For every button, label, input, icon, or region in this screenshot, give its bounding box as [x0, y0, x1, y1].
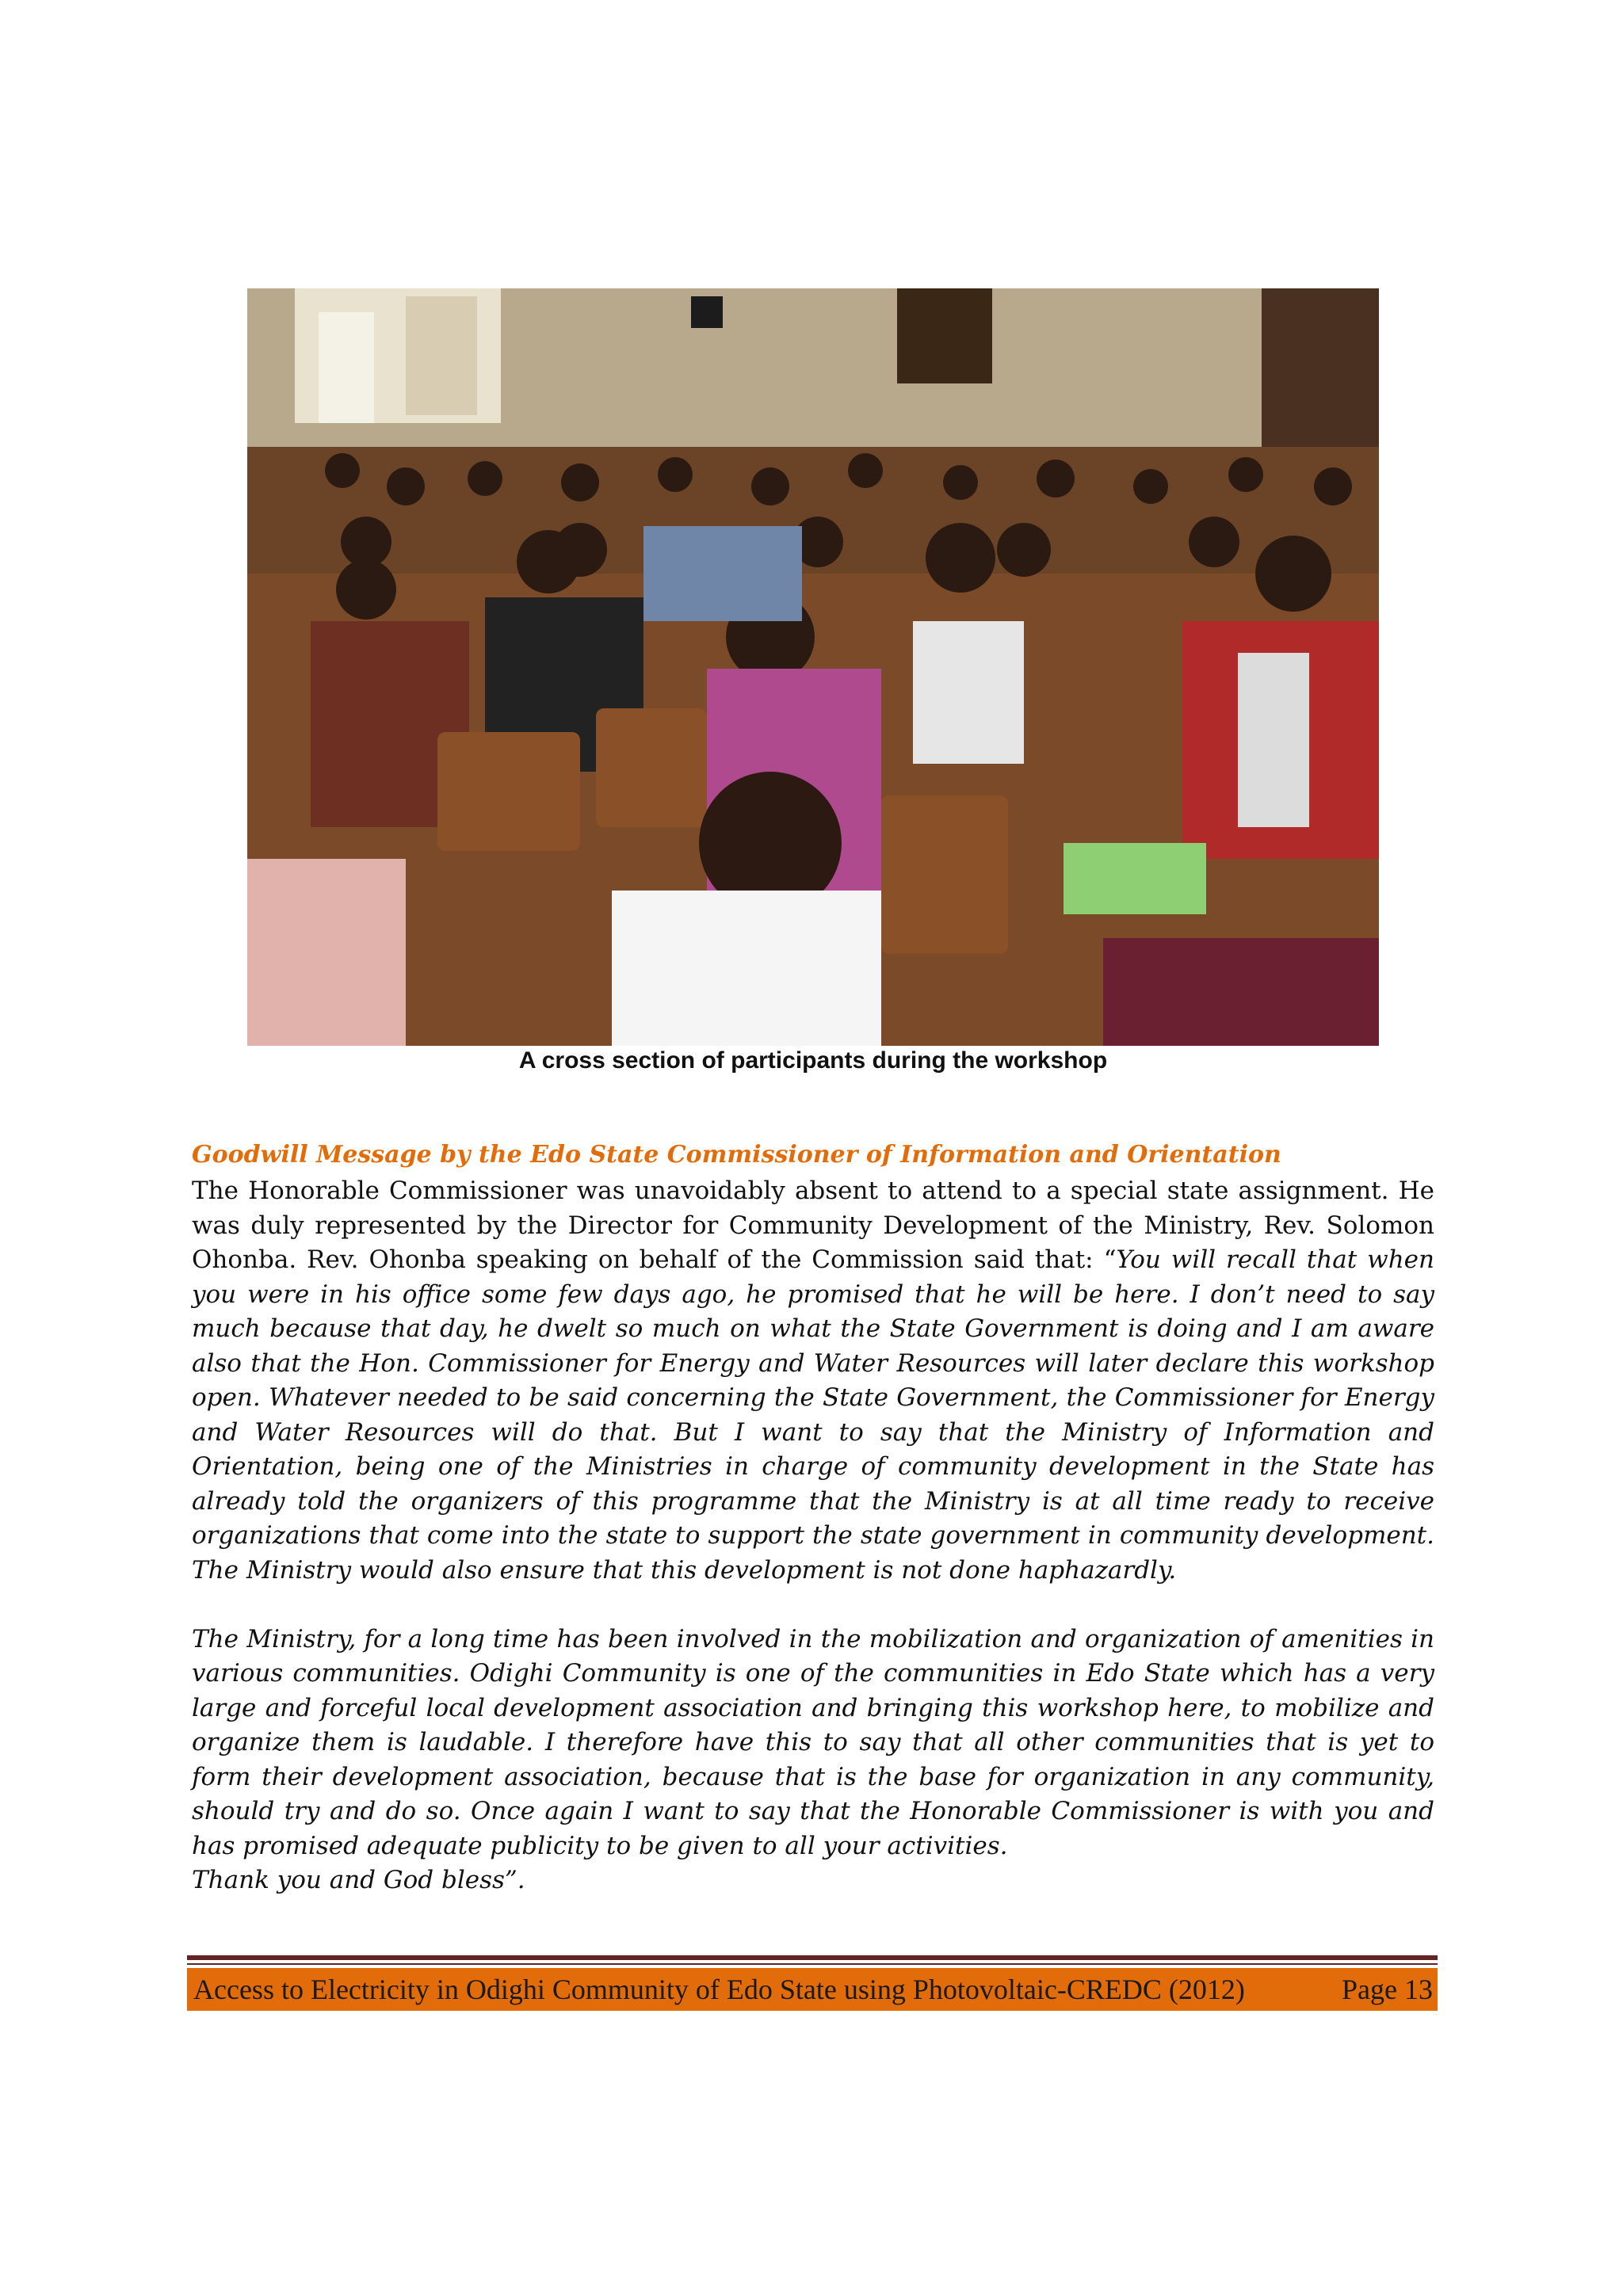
- photo-caption: A cross section of participants during the workshop: [518, 1047, 1108, 1074]
- footer-rule: [187, 1955, 1438, 1960]
- page-footer: [187, 1968, 1438, 2011]
- paragraph-1: [192, 1174, 1434, 1588]
- quote-text-1: You will recall that when you were in his office some few days ago, he promised that he will be here. I don’t need to say much because that day, he dwelt so much on what the State Government is doing and I am aware also that the Hon. Commissioner for Energy and Water Resources will later declare this workshop open. Whatever needed to be said concerning the State Government, the Commissioner for Energy and Water Resources will do that. But I want to say that the Ministry of Information and Orientation, being one of the Ministries in charge of community development in the State has already told the organizers of this programme that the Ministry is at all time ready to receive organizations that come into the state to support the state government in community development. The Ministry would also ensure that this development is not done haphazardly.: [192, 1245, 1434, 1585]
- footer-rule-thin: [187, 1963, 1438, 1965]
- closing-line: [192, 1863, 1434, 1898]
- quote-text-2: The Ministry, for a long time has been involved in the mobilization and organization of amenities in various communities. Odighi Community is one of the communities in Edo State which has a very large and forceful local development association and bringing this workshop here, to mobilize and organize them is laudable. I therefore have this to say that all other communities that is yet to form their development association, because that is the base for organization in any community, should try and do so. Once again I want to say that the Honorable Commissioner is with you and has promised adequate publicity to be given to all your activities.: [192, 1624, 1434, 1860]
- footer-title: Access to Electricity in Odighi Community of Edo State using Photovoltaic-CREDC (2012): [193, 1974, 1245, 2005]
- intro-text: The Honorable Commissioner was unavoidably absent to attend to a special state assignment. He was duly represented by the Director for Community Development of the Ministry, Rev. Solomon Ohonba. Rev. Ohonba speaking on behalf of the Commission said that: “: [192, 1177, 1434, 1274]
- paragraph-2: [192, 1623, 1434, 1864]
- paragraph-gap: [192, 1588, 1434, 1623]
- closing-text: Thank you and God bless”.: [192, 1866, 525, 1894]
- body-text: [192, 1174, 1434, 1898]
- page-number: Page 13: [1342, 1974, 1433, 2005]
- workshop-photo: [247, 288, 1379, 1046]
- section-heading: Goodwill Message by the Edo State Commissioner of Information and Orientation: [192, 1141, 1281, 1169]
